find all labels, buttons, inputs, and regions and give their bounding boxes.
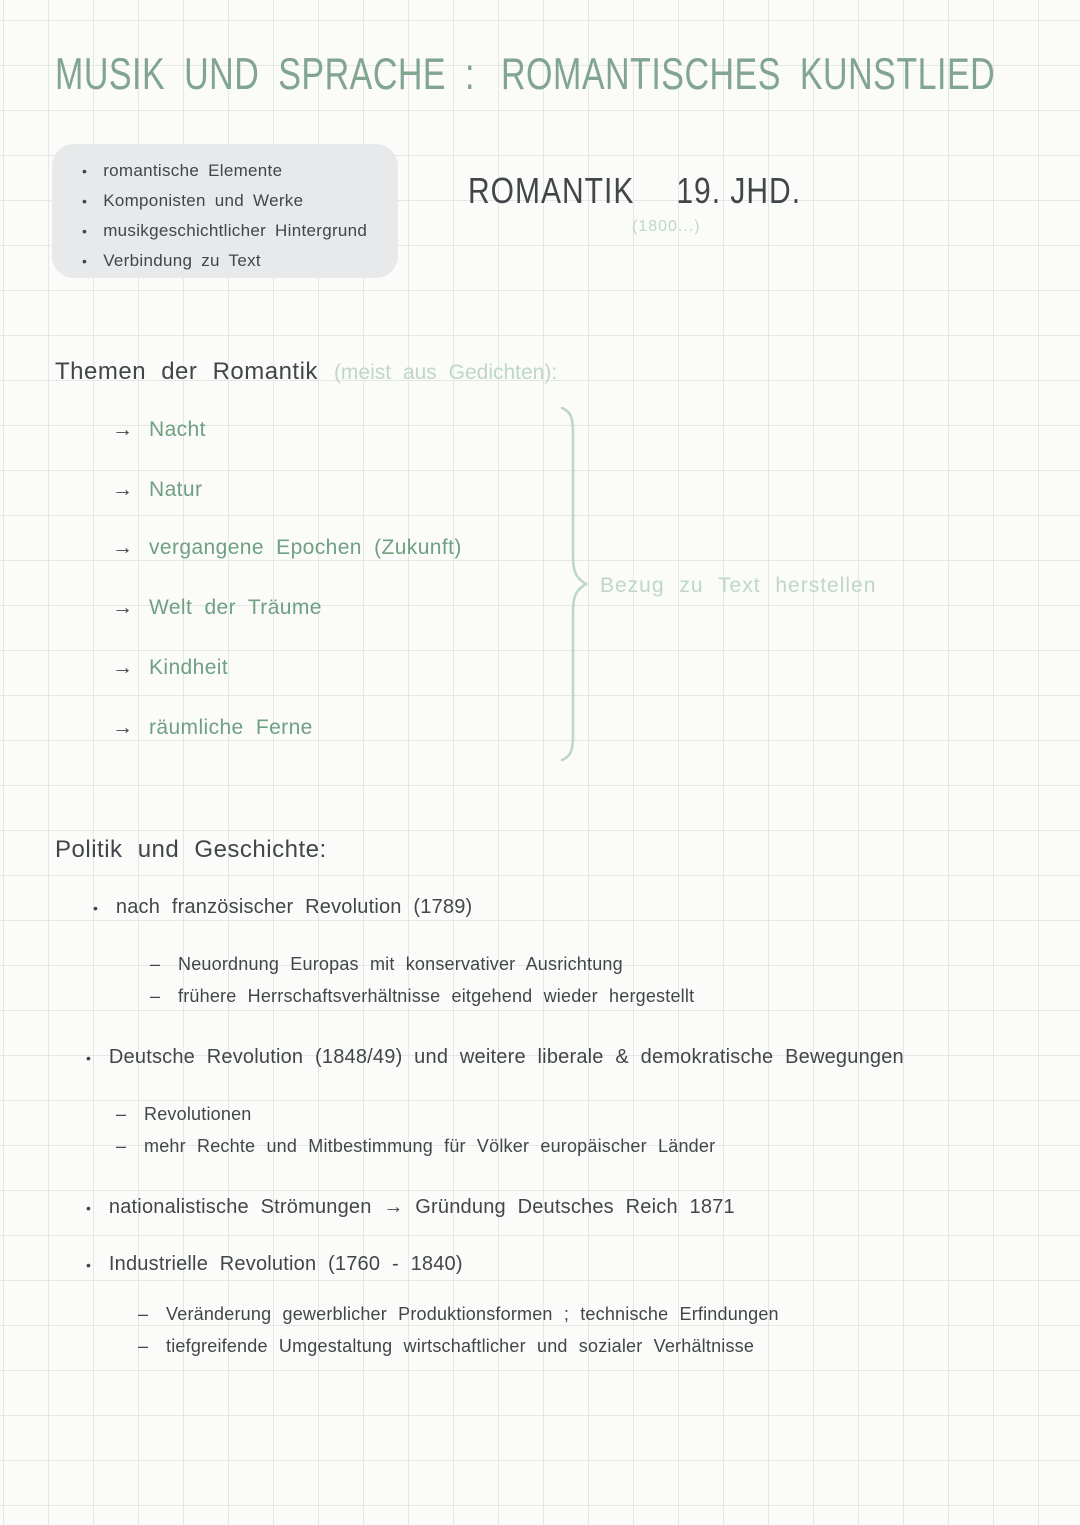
politics-subitem <box>116 1104 252 1125</box>
page-title-left: MUSIK UND SPRACHE : <box>55 50 475 100</box>
dash-icon: – <box>116 1136 127 1156</box>
politics-subitem-label: tiefgreifende Umgestaltung wirtschaftlicher und sozialer Verhältnisse <box>166 1336 755 1356</box>
politics-bullet-label: Industrielle Revolution (1760 - 1840) <box>108 1253 463 1275</box>
curly-brace-icon <box>556 404 592 764</box>
theme-item <box>112 596 322 620</box>
overview-item <box>82 246 398 276</box>
themes-heading-row <box>55 358 557 386</box>
overview-item-label: Komponisten und Werke <box>103 191 304 210</box>
politics-subitem <box>138 1304 779 1325</box>
bullet-icon: • <box>86 1050 91 1066</box>
politics-subitem <box>138 1336 754 1357</box>
politics-bullet <box>93 896 472 919</box>
themes-heading: Themen der Romantik <box>55 358 318 385</box>
politics-subitem-label: frühere Herrschaftsverhältnisse eitgehend wieder hergestellt <box>178 986 695 1006</box>
bracket-label: Bezug zu Text herstellen <box>600 574 877 597</box>
overview-item <box>82 216 398 246</box>
bullet-icon: • <box>82 253 88 269</box>
arrow-icon: → <box>112 716 133 739</box>
politics-bullet-label: nationalistische Strömungen → Gründung Deutsches Reich 1871 <box>108 1196 735 1218</box>
politics-bullet-label: nach französischer Revolution (1789) <box>115 896 473 918</box>
era-note: (1800...) <box>632 218 701 235</box>
arrow-icon: → <box>112 536 133 559</box>
dash-icon: – <box>150 986 161 1006</box>
politics-subitem-label: Revolutionen <box>144 1104 252 1124</box>
politics-subitem-label: Veränderung gewerblicher Produktionsformen ; technische Erfindungen <box>166 1304 779 1324</box>
bullet-icon: • <box>82 163 88 179</box>
themes-heading-note: (meist aus Gedichten): <box>333 361 558 384</box>
overview-item-label: musikgeschichtlicher Hintergrund <box>103 221 368 240</box>
theme-item <box>112 418 206 442</box>
overview-item-label: Verbindung zu Text <box>103 251 261 270</box>
era-headline <box>468 172 801 213</box>
overview-item <box>82 186 398 216</box>
politics-heading: Politik und Geschichte: <box>55 836 327 863</box>
bullet-icon: • <box>82 193 88 209</box>
bullet-icon: • <box>93 900 98 916</box>
theme-label: räumliche Ferne <box>149 716 313 739</box>
bullet-icon: • <box>86 1200 91 1216</box>
overview-item-label: romantische Elemente <box>103 161 283 180</box>
politics-bullet <box>86 1196 735 1219</box>
theme-label: Natur <box>149 478 203 501</box>
page-title-right: ROMANTISCHES KUNSTLIED <box>501 50 996 100</box>
dash-icon: – <box>138 1304 149 1324</box>
arrow-icon: → <box>112 418 133 441</box>
politics-subitem <box>150 954 623 975</box>
era-name: ROMANTIK <box>468 172 635 212</box>
politics-subitem <box>150 986 694 1007</box>
theme-item <box>112 656 228 680</box>
theme-label: Kindheit <box>149 656 229 679</box>
politics-subitem <box>116 1136 715 1157</box>
bullet-icon: • <box>82 223 88 239</box>
arrow-icon: → <box>112 656 133 679</box>
politics-bullet <box>86 1046 904 1069</box>
era-century: 19. JHD. <box>676 172 802 212</box>
politics-subitem-label: mehr Rechte und Mitbestimmung für Völker europäischer Länder <box>144 1136 716 1156</box>
overview-item <box>82 156 398 186</box>
theme-item <box>112 478 202 502</box>
politics-subitem-label: Neuordnung Europas mit konservativer Ausrichtung <box>178 954 623 974</box>
bullet-icon: • <box>86 1257 91 1273</box>
dash-icon: – <box>138 1336 149 1356</box>
arrow-icon: → <box>112 596 133 619</box>
theme-item <box>112 536 462 560</box>
page-title <box>55 50 995 101</box>
theme-label: Welt der Träume <box>149 596 322 619</box>
politics-bullet-label: Deutsche Revolution (1848/49) und weitere liberale & demokratische Bewegungen <box>108 1046 904 1068</box>
overview-box <box>52 144 398 278</box>
politics-bullet <box>86 1253 463 1276</box>
arrow-icon: → <box>112 478 133 501</box>
theme-item <box>112 716 313 740</box>
theme-label: vergangene Epochen (Zukunft) <box>149 536 462 559</box>
dash-icon: – <box>150 954 161 974</box>
theme-label: Nacht <box>149 418 206 441</box>
dash-icon: – <box>116 1104 127 1124</box>
